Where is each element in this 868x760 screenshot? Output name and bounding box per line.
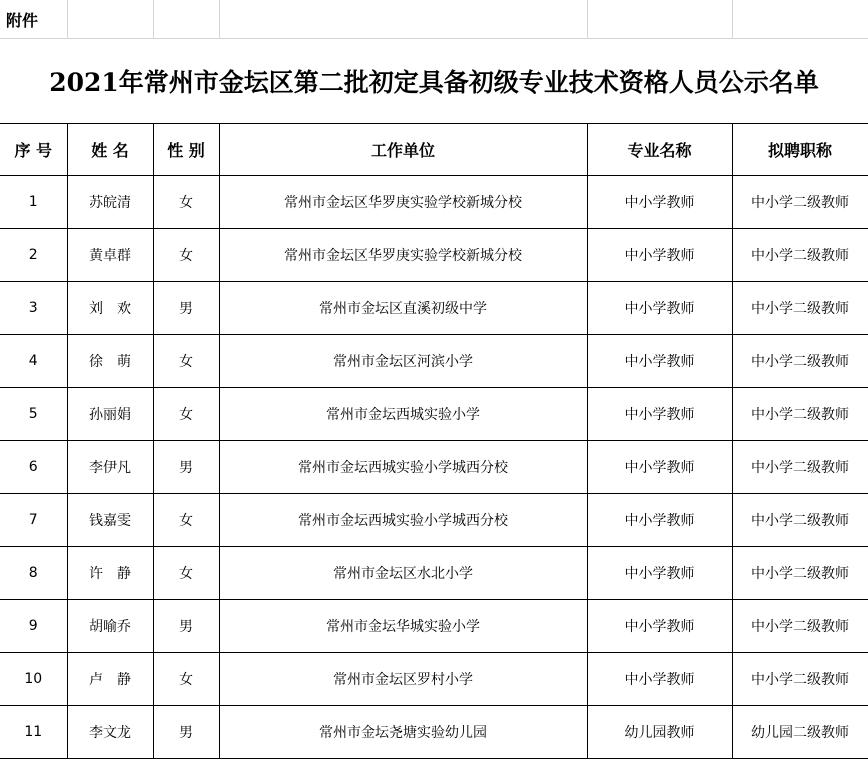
cell-name[interactable]: 孙丽娟: [67, 388, 153, 441]
cell-seq[interactable]: 5: [0, 388, 67, 441]
cell-seq[interactable]: 10: [0, 653, 67, 706]
table-row: [0, 282, 868, 335]
cell-position[interactable]: 中小学二级教师: [732, 600, 868, 653]
cell-unit[interactable]: 常州市金坛西城实验小学城西分校: [219, 494, 587, 547]
cell-name[interactable]: 卢 静: [67, 653, 153, 706]
cell-unit[interactable]: 常州市金坛西城实验小学城西分校: [219, 441, 587, 494]
table-row: [0, 441, 868, 494]
cell-unit[interactable]: 常州市金坛华城实验小学: [219, 600, 587, 653]
cell-major[interactable]: 中小学教师: [587, 282, 732, 335]
cell-name[interactable]: 钱嘉雯: [67, 494, 153, 547]
cell-seq[interactable]: 6: [0, 441, 67, 494]
cell-gender[interactable]: 女: [153, 335, 219, 388]
cell-position[interactable]: 中小学二级教师: [732, 547, 868, 600]
header-gender: 性 别: [153, 124, 219, 176]
cell-unit[interactable]: 常州市金坛区罗村小学: [219, 653, 587, 706]
cell-seq[interactable]: 8: [0, 547, 67, 600]
cell-gender[interactable]: 女: [153, 229, 219, 282]
table-row: [0, 176, 868, 229]
cell-position[interactable]: 中小学二级教师: [732, 441, 868, 494]
cell-name[interactable]: 刘 欢: [67, 282, 153, 335]
cell-major[interactable]: 中小学教师: [587, 176, 732, 229]
table-row: [0, 600, 868, 653]
header-name: 姓 名: [67, 124, 153, 176]
cell-position[interactable]: 中小学二级教师: [732, 229, 868, 282]
cell-gender[interactable]: 男: [153, 441, 219, 494]
cell-seq[interactable]: 3: [0, 282, 67, 335]
cell-position[interactable]: 中小学二级教师: [732, 335, 868, 388]
cell-unit[interactable]: 常州市金坛西城实验小学: [219, 388, 587, 441]
table-row: [0, 335, 868, 388]
cell-seq[interactable]: 9: [0, 600, 67, 653]
cell-gender[interactable]: 女: [153, 176, 219, 229]
header-row: [0, 124, 868, 176]
cell-major[interactable]: 中小学教师: [587, 547, 732, 600]
cell-position[interactable]: 中小学二级教师: [732, 282, 868, 335]
cell-name[interactable]: 李文龙: [67, 706, 153, 759]
cell-unit[interactable]: 常州市金坛区华罗庚实验学校新城分校: [219, 229, 587, 282]
cell-gender[interactable]: 女: [153, 494, 219, 547]
table-row: [0, 494, 868, 547]
cell-gender[interactable]: 男: [153, 282, 219, 335]
cell-major[interactable]: 中小学教师: [587, 441, 732, 494]
empty-cell[interactable]: [219, 0, 587, 39]
cell-major[interactable]: 中小学教师: [587, 494, 732, 547]
cell-name[interactable]: 徐 萌: [67, 335, 153, 388]
cell-position[interactable]: 中小学二级教师: [732, 176, 868, 229]
cell-seq[interactable]: 7: [0, 494, 67, 547]
header-seq: 序 号: [0, 124, 67, 176]
cell-major[interactable]: 中小学教师: [587, 653, 732, 706]
header-major: 专业名称: [587, 124, 732, 176]
table-row: [0, 388, 868, 441]
cell-seq[interactable]: 4: [0, 335, 67, 388]
cell-major[interactable]: 中小学教师: [587, 229, 732, 282]
cell-gender[interactable]: 女: [153, 547, 219, 600]
cell-name[interactable]: 许 静: [67, 547, 153, 600]
attachment-label: 附件: [0, 0, 67, 39]
cell-name[interactable]: 李伊凡: [67, 441, 153, 494]
cell-seq[interactable]: 1: [0, 176, 67, 229]
title-row: [0, 39, 868, 124]
table-row: [0, 547, 868, 600]
cell-major[interactable]: 中小学教师: [587, 388, 732, 441]
cell-seq[interactable]: 2: [0, 229, 67, 282]
cell-gender[interactable]: 男: [153, 706, 219, 759]
cell-major[interactable]: 中小学教师: [587, 600, 732, 653]
table-row: [0, 229, 868, 282]
cell-seq[interactable]: 11: [0, 706, 67, 759]
cell-unit[interactable]: 常州市金坛区华罗庚实验学校新城分校: [219, 176, 587, 229]
cell-position[interactable]: 中小学二级教师: [732, 388, 868, 441]
empty-cell[interactable]: [153, 0, 219, 39]
cell-unit[interactable]: 常州市金坛区直溪初级中学: [219, 282, 587, 335]
table-row: [0, 653, 868, 706]
cell-unit[interactable]: 常州市金坛尧塘实验幼儿园: [219, 706, 587, 759]
cell-major[interactable]: 幼儿园教师: [587, 706, 732, 759]
cell-major[interactable]: 中小学教师: [587, 335, 732, 388]
cell-position[interactable]: 中小学二级教师: [732, 494, 868, 547]
cell-unit[interactable]: 常州市金坛区河滨小学: [219, 335, 587, 388]
cell-gender[interactable]: 女: [153, 388, 219, 441]
cell-position[interactable]: 幼儿园二级教师: [732, 706, 868, 759]
header-unit: 工作单位: [219, 124, 587, 176]
cell-name[interactable]: 苏皖清: [67, 176, 153, 229]
empty-cell[interactable]: [67, 0, 153, 39]
cell-unit[interactable]: 常州市金坛区水北小学: [219, 547, 587, 600]
header-position: 拟聘职称: [732, 124, 868, 176]
cell-gender[interactable]: 男: [153, 600, 219, 653]
cell-gender[interactable]: 女: [153, 653, 219, 706]
empty-cell[interactable]: [732, 0, 868, 39]
cell-name[interactable]: 胡喻乔: [67, 600, 153, 653]
cell-position[interactable]: 中小学二级教师: [732, 653, 868, 706]
attachment-row: [0, 0, 868, 39]
cell-name[interactable]: 黄卓群: [67, 229, 153, 282]
page-title: 2021年常州市金坛区第二批初定具备初级专业技术资格人员公示名单: [0, 39, 868, 124]
table-row: [0, 706, 868, 759]
empty-cell[interactable]: [587, 0, 732, 39]
